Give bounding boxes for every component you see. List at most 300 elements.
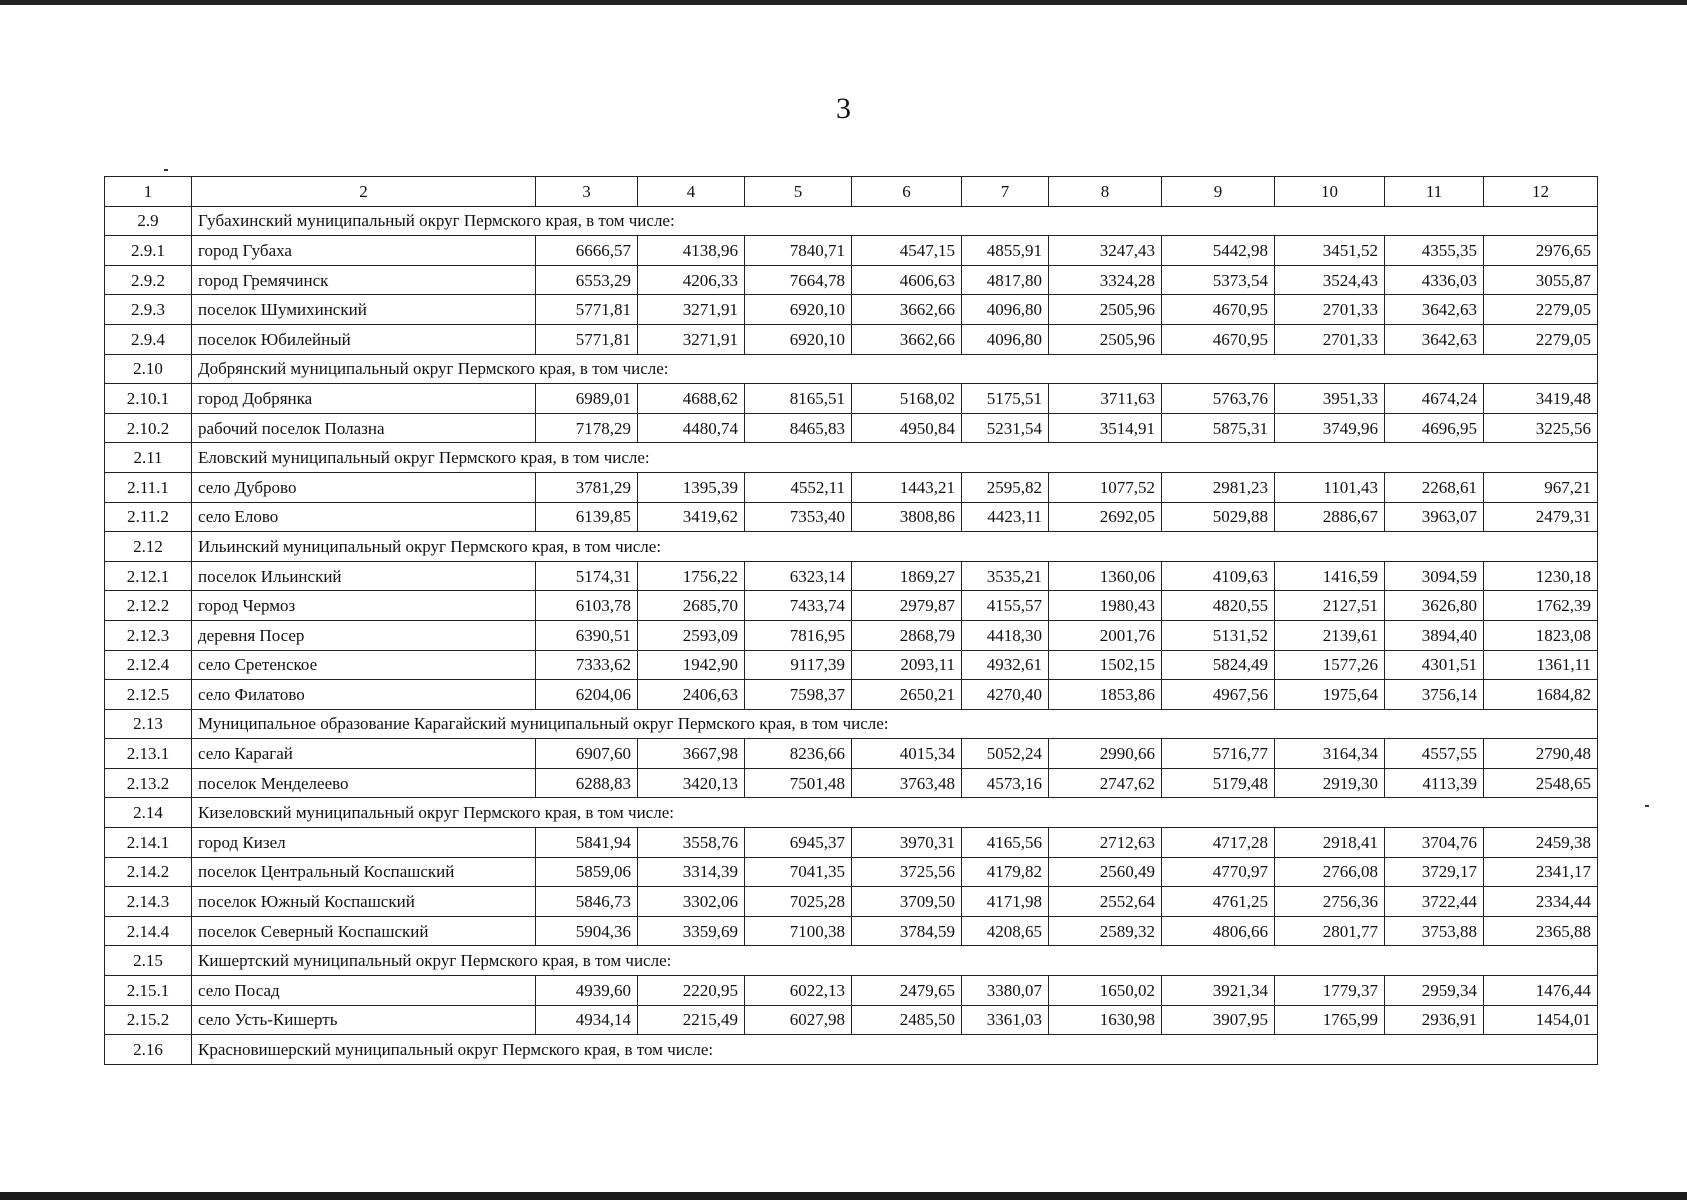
value-cell: 3514,91: [1049, 413, 1162, 443]
table-row: [105, 739, 1598, 769]
value-cell: 3667,98: [638, 739, 745, 769]
value-cell: 5231,54: [962, 413, 1049, 443]
value-cell: 4934,14: [536, 1005, 638, 1035]
value-cell: 7025,28: [745, 887, 852, 917]
table-row: [105, 324, 1598, 354]
value-cell: 3921,34: [1162, 976, 1275, 1006]
settlement-name: деревня Посер: [192, 620, 536, 650]
settlement-name: город Чермоз: [192, 591, 536, 621]
value-cell: 3749,96: [1275, 413, 1385, 443]
value-cell: 4939,60: [536, 976, 638, 1006]
value-cell: 3763,48: [852, 768, 962, 798]
row-id: 2.13.2: [105, 768, 192, 798]
value-cell: 1443,21: [852, 472, 962, 502]
value-cell: 4674,24: [1385, 384, 1484, 414]
value-cell: 5052,24: [962, 739, 1049, 769]
scan-speck: [1645, 805, 1649, 807]
row-id: 2.11.2: [105, 502, 192, 532]
value-cell: 4967,56: [1162, 680, 1275, 710]
value-cell: 2747,62: [1049, 768, 1162, 798]
value-cell: 3729,17: [1385, 857, 1484, 887]
value-cell: 6027,98: [745, 1005, 852, 1035]
value-cell: 6989,01: [536, 384, 638, 414]
value-cell: 2919,30: [1275, 768, 1385, 798]
value-cell: 1502,15: [1049, 650, 1162, 680]
group-title: Добрянский муниципальный округ Пермского края, в том числе:: [192, 354, 1598, 384]
settlement-name: село Елово: [192, 502, 536, 532]
row-id: 2.9: [105, 206, 192, 236]
value-cell: 5179,48: [1162, 768, 1275, 798]
settlement-name: город Гремячинск: [192, 265, 536, 295]
value-cell: 7100,38: [745, 916, 852, 946]
settlement-name: поселок Ильинский: [192, 561, 536, 591]
value-cell: 3725,56: [852, 857, 962, 887]
column-number-header: 11: [1385, 177, 1484, 207]
value-cell: 7840,71: [745, 236, 852, 266]
value-cell: 5716,77: [1162, 739, 1275, 769]
value-cell: 2756,36: [1275, 887, 1385, 917]
value-cell: 3361,03: [962, 1005, 1049, 1035]
row-id: 2.15: [105, 946, 192, 976]
row-id: 2.14.4: [105, 916, 192, 946]
value-cell: 5175,51: [962, 384, 1049, 414]
table-row: [105, 384, 1598, 414]
value-cell: 7433,74: [745, 591, 852, 621]
value-cell: 4688,62: [638, 384, 745, 414]
column-number-header: 8: [1049, 177, 1162, 207]
table-row: [105, 413, 1598, 443]
value-cell: 5846,73: [536, 887, 638, 917]
value-cell: 2712,63: [1049, 828, 1162, 858]
value-cell: 5763,76: [1162, 384, 1275, 414]
group-title: Еловский муниципальный округ Пермского края, в том числе:: [192, 443, 1598, 473]
value-cell: 2936,91: [1385, 1005, 1484, 1035]
column-number-header: 5: [745, 177, 852, 207]
value-cell: 1395,39: [638, 472, 745, 502]
row-id: 2.14.1: [105, 828, 192, 858]
value-cell: 2215,49: [638, 1005, 745, 1035]
column-number-header: 9: [1162, 177, 1275, 207]
value-cell: 2990,66: [1049, 739, 1162, 769]
data-table: [104, 176, 1598, 1065]
group-row: [105, 206, 1598, 236]
value-cell: 2093,11: [852, 650, 962, 680]
value-cell: 1630,98: [1049, 1005, 1162, 1035]
value-cell: 2886,67: [1275, 502, 1385, 532]
group-title: Муниципальное образование Карагайский муниципальный округ Пермского края, в том числе:: [192, 709, 1598, 739]
value-cell: 2981,23: [1162, 472, 1275, 502]
value-cell: 4206,33: [638, 265, 745, 295]
value-cell: 1101,43: [1275, 472, 1385, 502]
value-cell: 3271,91: [638, 295, 745, 325]
value-cell: 6945,37: [745, 828, 852, 858]
settlement-name: поселок Северный Коспашский: [192, 916, 536, 946]
value-cell: 2001,76: [1049, 620, 1162, 650]
value-cell: 4096,80: [962, 324, 1049, 354]
value-cell: 967,21: [1484, 472, 1598, 502]
value-cell: 5771,81: [536, 324, 638, 354]
settlement-name: село Дуброво: [192, 472, 536, 502]
value-cell: 1360,06: [1049, 561, 1162, 591]
column-number-header: 1: [105, 177, 192, 207]
value-cell: 3314,39: [638, 857, 745, 887]
value-cell: 4418,30: [962, 620, 1049, 650]
table-row: [105, 887, 1598, 917]
group-row: [105, 798, 1598, 828]
value-cell: 3704,76: [1385, 828, 1484, 858]
value-cell: 3164,34: [1275, 739, 1385, 769]
value-cell: 1980,43: [1049, 591, 1162, 621]
value-cell: 4820,55: [1162, 591, 1275, 621]
value-cell: 4138,96: [638, 236, 745, 266]
value-cell: 3753,88: [1385, 916, 1484, 946]
row-id: 2.12.3: [105, 620, 192, 650]
table-row: [105, 620, 1598, 650]
value-cell: 3380,07: [962, 976, 1049, 1006]
value-cell: 4547,15: [852, 236, 962, 266]
value-cell: 1823,08: [1484, 620, 1598, 650]
value-cell: 2334,44: [1484, 887, 1598, 917]
row-id: 2.11: [105, 443, 192, 473]
value-cell: 3535,21: [962, 561, 1049, 591]
value-cell: 4015,34: [852, 739, 962, 769]
row-id: 2.10.2: [105, 413, 192, 443]
column-number-header: 2: [192, 177, 536, 207]
value-cell: 8465,83: [745, 413, 852, 443]
value-cell: 5875,31: [1162, 413, 1275, 443]
group-row: [105, 532, 1598, 562]
value-cell: 2268,61: [1385, 472, 1484, 502]
value-cell: 2790,48: [1484, 739, 1598, 769]
table-row: [105, 265, 1598, 295]
table-row: [105, 295, 1598, 325]
value-cell: 2505,96: [1049, 295, 1162, 325]
table-row: [105, 768, 1598, 798]
value-cell: 2479,65: [852, 976, 962, 1006]
value-cell: 2406,63: [638, 680, 745, 710]
row-id: 2.9.4: [105, 324, 192, 354]
value-cell: 1853,86: [1049, 680, 1162, 710]
value-cell: 2685,70: [638, 591, 745, 621]
value-cell: 6288,83: [536, 768, 638, 798]
column-number-header: 3: [536, 177, 638, 207]
value-cell: 3626,80: [1385, 591, 1484, 621]
column-number-header: 10: [1275, 177, 1385, 207]
scan-border-bottom: [0, 1192, 1687, 1200]
table-row: [105, 650, 1598, 680]
row-id: 2.9.3: [105, 295, 192, 325]
value-cell: 4670,95: [1162, 324, 1275, 354]
value-cell: 6666,57: [536, 236, 638, 266]
settlement-name: поселок Юбилейный: [192, 324, 536, 354]
table-row: [105, 976, 1598, 1006]
value-cell: 1756,22: [638, 561, 745, 591]
value-cell: 1077,52: [1049, 472, 1162, 502]
value-cell: 3055,87: [1484, 265, 1598, 295]
value-cell: 3722,44: [1385, 887, 1484, 917]
value-cell: 1765,99: [1275, 1005, 1385, 1035]
value-cell: 1454,01: [1484, 1005, 1598, 1035]
value-cell: 3907,95: [1162, 1005, 1275, 1035]
value-cell: 8236,66: [745, 739, 852, 769]
value-cell: 1762,39: [1484, 591, 1598, 621]
value-cell: 2139,61: [1275, 620, 1385, 650]
value-cell: 1361,11: [1484, 650, 1598, 680]
value-cell: 5168,02: [852, 384, 962, 414]
value-cell: 3094,59: [1385, 561, 1484, 591]
value-cell: 5373,54: [1162, 265, 1275, 295]
value-cell: 2560,49: [1049, 857, 1162, 887]
value-cell: 3808,86: [852, 502, 962, 532]
settlement-name: город Кизел: [192, 828, 536, 858]
value-cell: 2918,41: [1275, 828, 1385, 858]
value-cell: 2459,38: [1484, 828, 1598, 858]
scan-speck: [164, 169, 168, 171]
settlement-name: село Посад: [192, 976, 536, 1006]
row-id: 2.10.1: [105, 384, 192, 414]
row-id: 2.14.2: [105, 857, 192, 887]
value-cell: 4208,65: [962, 916, 1049, 946]
group-row: [105, 946, 1598, 976]
header-row: [105, 177, 1598, 207]
value-cell: 5442,98: [1162, 236, 1275, 266]
value-cell: 4696,95: [1385, 413, 1484, 443]
value-cell: 4113,39: [1385, 768, 1484, 798]
value-cell: 2976,65: [1484, 236, 1598, 266]
value-cell: 2959,34: [1385, 976, 1484, 1006]
value-cell: 3451,52: [1275, 236, 1385, 266]
value-cell: 7353,40: [745, 502, 852, 532]
value-cell: 7178,29: [536, 413, 638, 443]
value-cell: 1942,90: [638, 650, 745, 680]
value-cell: 4270,40: [962, 680, 1049, 710]
table-row: [105, 472, 1598, 502]
value-cell: 3420,13: [638, 768, 745, 798]
settlement-name: рабочий поселок Полазна: [192, 413, 536, 443]
group-title: Красновишерский муниципальный округ Пермского края, в том числе:: [192, 1035, 1598, 1065]
value-cell: 6920,10: [745, 295, 852, 325]
row-id: 2.11.1: [105, 472, 192, 502]
settlement-name: поселок Менделеево: [192, 768, 536, 798]
group-row: [105, 443, 1598, 473]
value-cell: 4109,63: [1162, 561, 1275, 591]
group-title: Кизеловский муниципальный округ Пермского края, в том числе:: [192, 798, 1598, 828]
value-cell: 4557,55: [1385, 739, 1484, 769]
value-cell: 4855,91: [962, 236, 1049, 266]
scan-border-top: [0, 0, 1687, 5]
page-number: 3: [836, 92, 851, 125]
value-cell: 2548,65: [1484, 768, 1598, 798]
value-cell: 4171,98: [962, 887, 1049, 917]
table-row: [105, 591, 1598, 621]
value-cell: 7041,35: [745, 857, 852, 887]
value-cell: 1476,44: [1484, 976, 1598, 1006]
value-cell: 7598,37: [745, 680, 852, 710]
value-cell: 4480,74: [638, 413, 745, 443]
value-cell: 4552,11: [745, 472, 852, 502]
settlement-name: поселок Шумихинский: [192, 295, 536, 325]
row-id: 2.12.5: [105, 680, 192, 710]
group-row: [105, 354, 1598, 384]
value-cell: 3419,62: [638, 502, 745, 532]
value-cell: 3963,07: [1385, 502, 1484, 532]
table-row: [105, 502, 1598, 532]
value-cell: 3247,43: [1049, 236, 1162, 266]
row-id: 2.14.3: [105, 887, 192, 917]
row-id: 2.12.2: [105, 591, 192, 621]
value-cell: 7501,48: [745, 768, 852, 798]
value-cell: 5841,94: [536, 828, 638, 858]
value-cell: 2979,87: [852, 591, 962, 621]
row-id: 2.12.1: [105, 561, 192, 591]
value-cell: 2485,50: [852, 1005, 962, 1035]
value-cell: 2279,05: [1484, 324, 1598, 354]
value-cell: 3524,43: [1275, 265, 1385, 295]
row-id: 2.14: [105, 798, 192, 828]
value-cell: 5824,49: [1162, 650, 1275, 680]
value-cell: 3662,66: [852, 324, 962, 354]
value-cell: 4423,11: [962, 502, 1049, 532]
value-cell: 2341,17: [1484, 857, 1598, 887]
value-cell: 4717,28: [1162, 828, 1275, 858]
value-cell: 3359,69: [638, 916, 745, 946]
value-cell: 4670,95: [1162, 295, 1275, 325]
value-cell: 2593,09: [638, 620, 745, 650]
row-id: 2.9.2: [105, 265, 192, 295]
value-cell: 3302,06: [638, 887, 745, 917]
table-row: [105, 236, 1598, 266]
value-cell: 2595,82: [962, 472, 1049, 502]
value-cell: 4817,80: [962, 265, 1049, 295]
settlement-name: село Усть-Кишерть: [192, 1005, 536, 1035]
value-cell: 4165,56: [962, 828, 1049, 858]
value-cell: 4301,51: [1385, 650, 1484, 680]
table-row: [105, 828, 1598, 858]
row-id: 2.12.4: [105, 650, 192, 680]
value-cell: 1577,26: [1275, 650, 1385, 680]
value-cell: 3558,76: [638, 828, 745, 858]
row-id: 2.10: [105, 354, 192, 384]
value-cell: 9117,39: [745, 650, 852, 680]
value-cell: 6139,85: [536, 502, 638, 532]
value-cell: 5029,88: [1162, 502, 1275, 532]
value-cell: 5174,31: [536, 561, 638, 591]
settlement-name: село Сретенское: [192, 650, 536, 680]
group-row: [105, 709, 1598, 739]
group-title: Кишертский муниципальный округ Пермского края, в том числе:: [192, 946, 1598, 976]
value-cell: 3784,59: [852, 916, 962, 946]
value-cell: 4806,66: [1162, 916, 1275, 946]
row-id: 2.13.1: [105, 739, 192, 769]
row-id: 2.15.2: [105, 1005, 192, 1035]
value-cell: 8165,51: [745, 384, 852, 414]
value-cell: 6907,60: [536, 739, 638, 769]
value-cell: 6204,06: [536, 680, 638, 710]
table-row: [105, 857, 1598, 887]
value-cell: 3951,33: [1275, 384, 1385, 414]
settlement-name: поселок Южный Коспашский: [192, 887, 536, 917]
column-number-header: 6: [852, 177, 962, 207]
value-cell: 2692,05: [1049, 502, 1162, 532]
value-cell: 1230,18: [1484, 561, 1598, 591]
value-cell: 4573,16: [962, 768, 1049, 798]
row-id: 2.15.1: [105, 976, 192, 1006]
value-cell: 1650,02: [1049, 976, 1162, 1006]
value-cell: 2220,95: [638, 976, 745, 1006]
group-title: Губахинский муниципальный округ Пермского края, в том числе:: [192, 206, 1598, 236]
group-title: Ильинский муниципальный округ Пермского края, в том числе:: [192, 532, 1598, 562]
value-cell: 2365,88: [1484, 916, 1598, 946]
value-cell: 4950,84: [852, 413, 962, 443]
value-cell: 6323,14: [745, 561, 852, 591]
value-cell: 2127,51: [1275, 591, 1385, 621]
table-row: [105, 561, 1598, 591]
value-cell: 2505,96: [1049, 324, 1162, 354]
value-cell: 1779,37: [1275, 976, 1385, 1006]
value-cell: 5904,36: [536, 916, 638, 946]
value-cell: 4096,80: [962, 295, 1049, 325]
value-cell: 3711,63: [1049, 384, 1162, 414]
value-cell: 1975,64: [1275, 680, 1385, 710]
value-cell: 4606,63: [852, 265, 962, 295]
value-cell: 5859,06: [536, 857, 638, 887]
value-cell: 1416,59: [1275, 561, 1385, 591]
value-cell: 6553,29: [536, 265, 638, 295]
value-cell: 3419,48: [1484, 384, 1598, 414]
value-cell: 2801,77: [1275, 916, 1385, 946]
value-cell: 3894,40: [1385, 620, 1484, 650]
value-cell: 3709,50: [852, 887, 962, 917]
value-cell: 3756,14: [1385, 680, 1484, 710]
value-cell: 3662,66: [852, 295, 962, 325]
value-cell: 1684,82: [1484, 680, 1598, 710]
value-cell: 6103,78: [536, 591, 638, 621]
settlement-name: село Филатово: [192, 680, 536, 710]
value-cell: 3642,63: [1385, 295, 1484, 325]
table-row: [105, 680, 1598, 710]
value-cell: 5771,81: [536, 295, 638, 325]
value-cell: 4932,61: [962, 650, 1049, 680]
value-cell: 4155,57: [962, 591, 1049, 621]
value-cell: 3324,28: [1049, 265, 1162, 295]
value-cell: 7333,62: [536, 650, 638, 680]
column-number-header: 12: [1484, 177, 1598, 207]
value-cell: 4179,82: [962, 857, 1049, 887]
value-cell: 2701,33: [1275, 324, 1385, 354]
value-cell: 5131,52: [1162, 620, 1275, 650]
value-cell: 2766,08: [1275, 857, 1385, 887]
value-cell: 7816,95: [745, 620, 852, 650]
settlement-name: город Губаха: [192, 236, 536, 266]
value-cell: 3970,31: [852, 828, 962, 858]
value-cell: 2279,05: [1484, 295, 1598, 325]
value-cell: 4761,25: [1162, 887, 1275, 917]
value-cell: 3225,56: [1484, 413, 1598, 443]
settlement-name: город Добрянка: [192, 384, 536, 414]
value-cell: 3271,91: [638, 324, 745, 354]
row-id: 2.9.1: [105, 236, 192, 266]
value-cell: 4336,03: [1385, 265, 1484, 295]
value-cell: 4355,35: [1385, 236, 1484, 266]
row-id: 2.16: [105, 1035, 192, 1065]
group-row: [105, 1035, 1598, 1065]
settlement-name: село Карагай: [192, 739, 536, 769]
value-cell: 3642,63: [1385, 324, 1484, 354]
table-row: [105, 1005, 1598, 1035]
row-id: 2.13: [105, 709, 192, 739]
column-number-header: 7: [962, 177, 1049, 207]
value-cell: 2701,33: [1275, 295, 1385, 325]
